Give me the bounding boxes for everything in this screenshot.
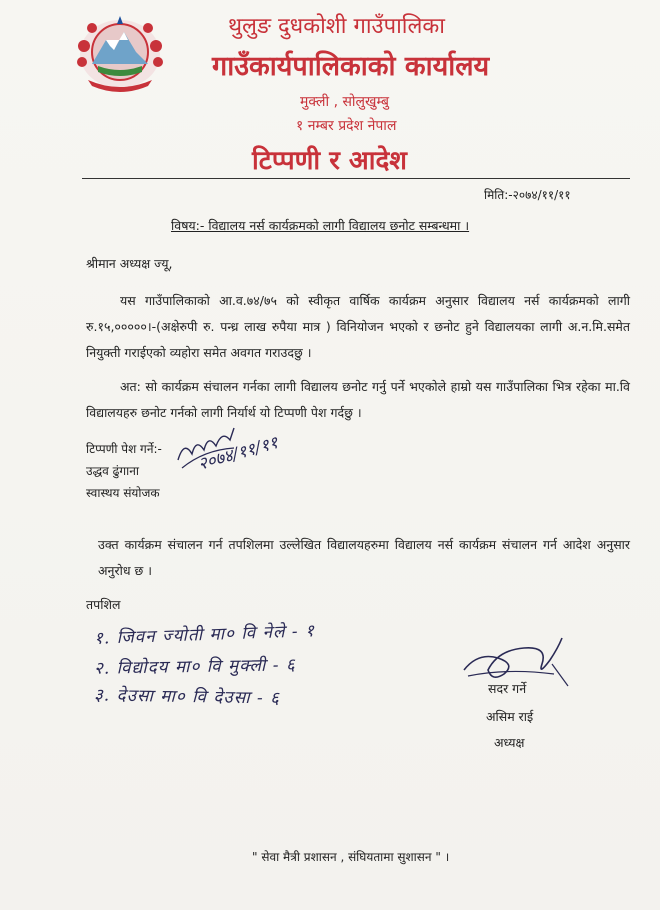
office-name: गाउँकार्यपालिकाको कार्यालय [212, 51, 490, 82]
approver-action: सदर गर्ने [488, 681, 527, 696]
list-title: तपशिल [86, 597, 121, 612]
letter-subject: विषय:- विद्यालय नर्स कार्यक्रमको लागी विद्यालय छनोट सम्बन्धमा । [171, 218, 470, 233]
body-paragraph-1: यस गाउँपालिकाको आ.व.७४/७५ को स्वीकृत वार्षिक कार्यक्रम अनुसार विद्यालय नर्स कार्यक्रमको लागी रु.१५,०००००।-(अक्षेरुपी रु. पन्ध्र लाख रुपैया मात्र ) विनियोजन भएको र छनोट हुने विद्यालयका लागी अ.न.मि.समेत नियुक्ती गराईएको व्यहोरा समेत अवगत गराउदछु । [86, 293, 630, 360]
header-divider [82, 178, 630, 179]
order-paragraph: उक्त कार्यक्रम संचालन गर्न तपशिलमा उल्लेखित विद्यालयहरुमा विद्यालय नर्स कार्यक्रम संचालन गर्न आदेश अनुसार अनुरोध छ । [98, 537, 630, 578]
address-line-1: मुक्ली , सोलुखुम्बु [300, 94, 390, 110]
approver-name: असिम राई [486, 709, 534, 724]
municipality-name: थुलुङ दुधकोशी गाउँपालिका [228, 14, 445, 39]
approver-title: अध्यक्ष [494, 735, 525, 750]
footer-slogan: " सेवा मैत्री प्रशासन , संघियतामा सुशासन " । [252, 850, 450, 864]
document-title: टिप्पणी र आदेश [252, 146, 407, 176]
address-line-2: १ नम्बर प्रदेश नेपाल [296, 118, 397, 134]
body-paragraph-2: अत: सो कार्यक्रम संचालन गर्नका लागी विद्यालय छनोट गर्नु पर्ने भएकोले हाम्रो यस गाउँपालिका भित्र रहेका मा.वि विद्यालयहरु छनोट गर्नको लागी निर्यार्थ यो टिप्पणी पेश गर्दछु । [86, 379, 630, 420]
submitter-signature-date: २०७४/११/११ [195, 432, 281, 475]
list-item: ३. देउसा मा० वि देउसा - ६ [93, 685, 281, 709]
submitter-role: स्वास्थय संयोजक [86, 486, 160, 500]
letter-date: मिति:-२०७४/११/११ [484, 188, 571, 202]
nepal-emblem-logo [68, 10, 172, 96]
submitter-name: उद्धव ढुंगाना [86, 464, 140, 478]
list-item: २. विद्योदय मा० वि मुक्ली - ६ [93, 655, 296, 679]
submitter-label: टिप्पणी पेश गर्ने:- [86, 442, 162, 456]
list-item: १. जिवन ज्योती मा० वि नेले - १ [93, 621, 316, 649]
salutation: श्रीमान अध्यक्ष ज्यू, [86, 256, 173, 271]
submitter-signature [174, 410, 334, 480]
